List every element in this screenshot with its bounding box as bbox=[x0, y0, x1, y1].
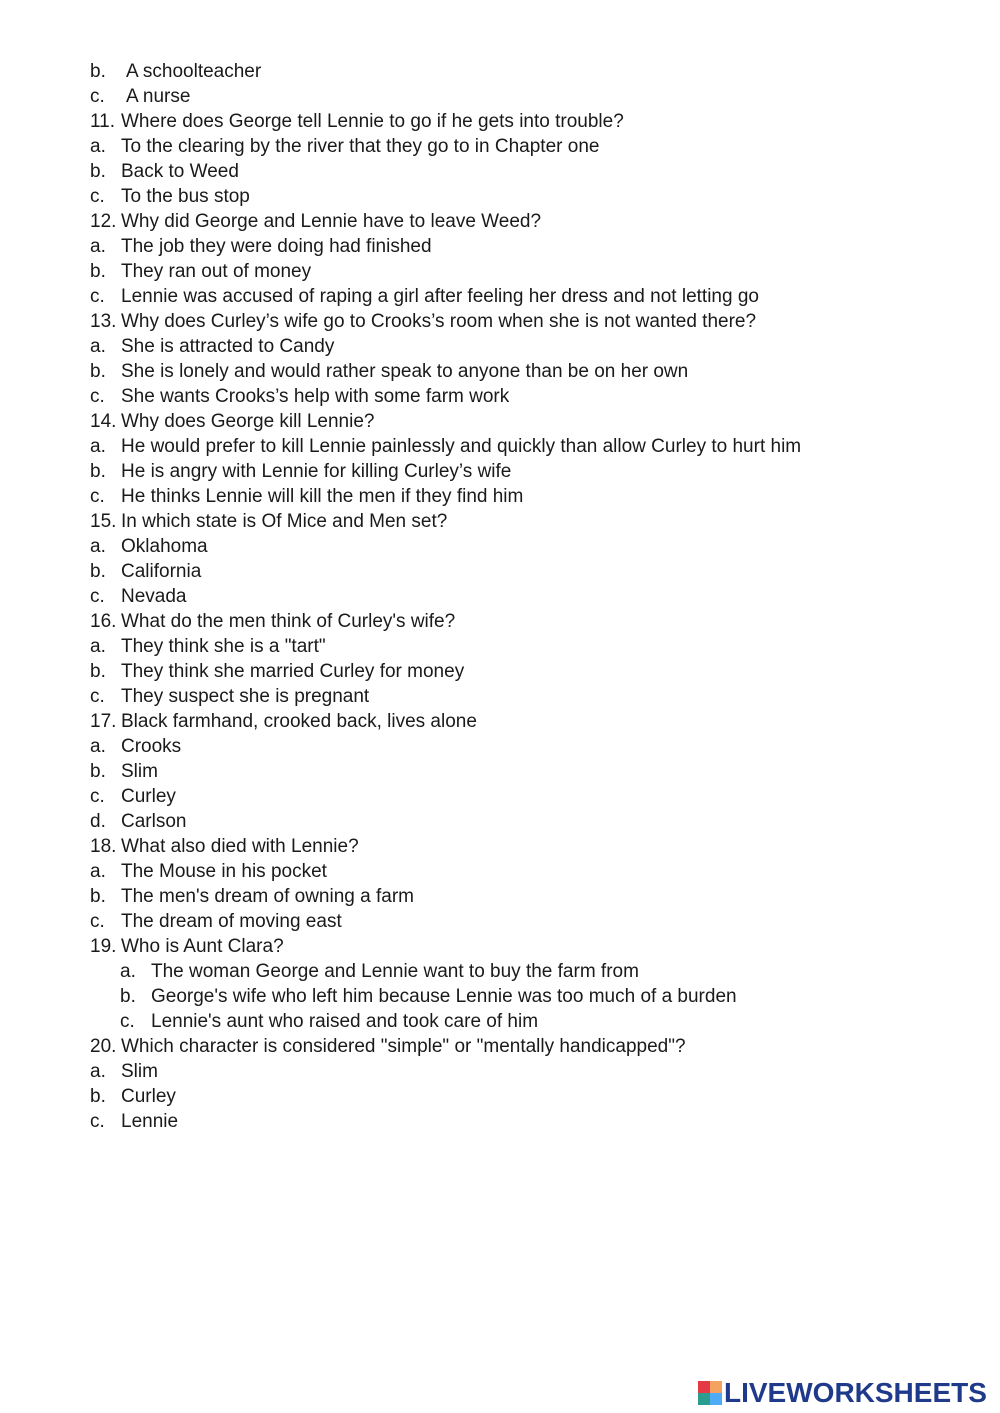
option-letter: a. bbox=[90, 861, 106, 882]
option-text: To the bus stop bbox=[121, 186, 250, 207]
option-letter: c. bbox=[90, 186, 105, 207]
question-line bbox=[0, 509, 1000, 534]
option-text: Slim bbox=[121, 1061, 158, 1082]
answer-option bbox=[0, 84, 1000, 109]
option-text: Curley bbox=[121, 1086, 176, 1107]
option-text: She is attracted to Candy bbox=[121, 336, 335, 357]
question-line bbox=[0, 109, 1000, 134]
option-text: To the clearing by the river that they go to in Chapter one bbox=[121, 136, 600, 157]
question-text: Why did George and Lennie have to leave Weed? bbox=[121, 211, 542, 232]
option-letter: c. bbox=[90, 286, 105, 307]
answer-option bbox=[0, 534, 1000, 559]
option-letter: c. bbox=[90, 486, 105, 507]
option-letter: a. bbox=[90, 436, 106, 457]
option-text: Carlson bbox=[121, 811, 187, 832]
answer-option bbox=[0, 159, 1000, 184]
answer-option bbox=[0, 559, 1000, 584]
option-letter: b. bbox=[90, 561, 106, 582]
answer-option bbox=[0, 684, 1000, 709]
worksheet-content bbox=[0, 59, 1000, 1134]
question-number: 17. bbox=[90, 711, 117, 732]
option-letter: b. bbox=[90, 461, 106, 482]
option-letter: a. bbox=[90, 236, 106, 257]
option-letter: b. bbox=[90, 161, 106, 182]
option-letter: a. bbox=[90, 736, 106, 757]
option-letter: a. bbox=[120, 961, 136, 982]
question-text: Black farmhand, crooked back, lives alone bbox=[121, 711, 477, 732]
option-letter: b. bbox=[90, 361, 106, 382]
question-text: Why does George kill Lennie? bbox=[121, 411, 375, 432]
answer-option bbox=[0, 259, 1000, 284]
option-letter: a. bbox=[90, 1061, 106, 1082]
option-text: She is lonely and would rather speak to anyone than be on her own bbox=[121, 361, 689, 382]
option-letter: c. bbox=[90, 911, 105, 932]
logo-badge-cell bbox=[698, 1381, 710, 1393]
answer-option bbox=[0, 1109, 1000, 1134]
answer-option bbox=[0, 334, 1000, 359]
answer-option bbox=[0, 809, 1000, 834]
option-letter: c. bbox=[90, 86, 105, 107]
answer-option bbox=[0, 59, 1000, 84]
question-text: In which state is Of Mice and Men set? bbox=[121, 511, 448, 532]
option-text: The job they were doing had finished bbox=[121, 236, 432, 257]
option-letter: b. bbox=[90, 761, 106, 782]
option-letter: d. bbox=[90, 811, 106, 832]
option-text: Oklahoma bbox=[121, 536, 208, 557]
logo-badge-cell bbox=[698, 1393, 710, 1405]
answer-option bbox=[0, 459, 1000, 484]
question-line bbox=[0, 409, 1000, 434]
question-number: 16. bbox=[90, 611, 117, 632]
option-letter: b. bbox=[90, 661, 106, 682]
liveworksheets-logo-icon bbox=[698, 1381, 722, 1405]
option-text: Curley bbox=[121, 786, 176, 807]
option-text: The men's dream of owning a farm bbox=[121, 886, 414, 907]
option-letter: c. bbox=[90, 586, 105, 607]
option-text: The dream of moving east bbox=[121, 911, 342, 932]
question-number: 11. bbox=[90, 111, 116, 132]
option-letter: a. bbox=[90, 336, 106, 357]
option-text: He thinks Lennie will kill the men if they find him bbox=[121, 486, 524, 507]
logo-badge-cell bbox=[710, 1393, 722, 1405]
question-line bbox=[0, 1034, 1000, 1059]
option-letter: c. bbox=[90, 386, 105, 407]
option-text: California bbox=[121, 561, 202, 582]
answer-option bbox=[0, 784, 1000, 809]
option-text: Lennie was accused of raping a girl after feeling her dress and not letting go bbox=[121, 286, 759, 307]
option-letter: b. bbox=[120, 986, 136, 1007]
option-text: They think she married Curley for money bbox=[121, 661, 465, 682]
option-letter: c. bbox=[90, 1111, 105, 1132]
option-text: They ran out of money bbox=[121, 261, 312, 282]
answer-option bbox=[0, 634, 1000, 659]
question-line bbox=[0, 709, 1000, 734]
answer-option bbox=[0, 1009, 1000, 1034]
answer-option bbox=[0, 659, 1000, 684]
option-text: Lennie bbox=[121, 1111, 179, 1132]
question-line bbox=[0, 934, 1000, 959]
option-text: They think she is a "tart" bbox=[121, 636, 326, 657]
option-text: The Mouse in his pocket bbox=[121, 861, 327, 882]
question-number: 18. bbox=[90, 836, 117, 857]
option-text: A schoolteacher bbox=[126, 61, 262, 82]
question-number: 15. bbox=[90, 511, 117, 532]
option-text: Lennie's aunt who raised and took care of him bbox=[151, 1011, 539, 1032]
answer-option bbox=[0, 359, 1000, 384]
question-line bbox=[0, 609, 1000, 634]
option-letter: c. bbox=[90, 786, 105, 807]
question-text: Which character is considered "simple" or "mentally handicapped"? bbox=[121, 1036, 686, 1057]
option-letter: b. bbox=[90, 1086, 106, 1107]
answer-option bbox=[0, 134, 1000, 159]
logo-wordmark: LIVEWORKSHEETS bbox=[724, 1377, 987, 1408]
option-letter: a. bbox=[90, 136, 106, 157]
question-number: 12. bbox=[90, 211, 117, 232]
answer-option bbox=[0, 434, 1000, 459]
option-text: George's wife who left him because Lennie was too much of a burden bbox=[151, 986, 737, 1007]
logo-badge-cell bbox=[710, 1381, 722, 1393]
question-number: 14. bbox=[90, 411, 117, 432]
question-text: Who is Aunt Clara? bbox=[121, 936, 284, 957]
option-text: Nevada bbox=[121, 586, 187, 607]
option-text: Back to Weed bbox=[121, 161, 239, 182]
answer-option bbox=[0, 984, 1000, 1009]
option-text: The woman George and Lennie want to buy the farm from bbox=[151, 961, 639, 982]
answer-option bbox=[0, 759, 1000, 784]
question-number: 20. bbox=[90, 1036, 117, 1057]
answer-option bbox=[0, 284, 1000, 309]
option-letter: a. bbox=[90, 636, 106, 657]
answer-option bbox=[0, 584, 1000, 609]
answer-option bbox=[0, 234, 1000, 259]
option-letter: c. bbox=[120, 1011, 135, 1032]
answer-option bbox=[0, 859, 1000, 884]
option-text: Crooks bbox=[121, 736, 182, 757]
answer-option bbox=[0, 1084, 1000, 1109]
answer-option bbox=[0, 959, 1000, 984]
option-text: They suspect she is pregnant bbox=[121, 686, 370, 707]
question-text: What do the men think of Curley's wife? bbox=[121, 611, 456, 632]
option-text: A nurse bbox=[126, 86, 191, 107]
question-line bbox=[0, 309, 1000, 334]
answer-option bbox=[0, 884, 1000, 909]
option-letter: b. bbox=[90, 886, 106, 907]
option-text: He would prefer to kill Lennie painlessly and quickly than allow Curley to hurt him bbox=[121, 436, 802, 457]
option-letter: b. bbox=[90, 261, 106, 282]
answer-option bbox=[0, 384, 1000, 409]
liveworksheets-logo bbox=[698, 1378, 987, 1408]
question-text: Why does Curley’s wife go to Crooks’s room when she is not wanted there? bbox=[121, 311, 757, 332]
answer-option bbox=[0, 1059, 1000, 1084]
option-letter: a. bbox=[90, 536, 106, 557]
option-text: He is angry with Lennie for killing Curley’s wife bbox=[121, 461, 512, 482]
option-letter: c. bbox=[90, 686, 105, 707]
answer-option bbox=[0, 734, 1000, 759]
answer-option bbox=[0, 184, 1000, 209]
question-text: What also died with Lennie? bbox=[121, 836, 359, 857]
answer-option bbox=[0, 909, 1000, 934]
question-number: 13. bbox=[90, 311, 117, 332]
answer-option bbox=[0, 484, 1000, 509]
question-line bbox=[0, 209, 1000, 234]
question-number: 19. bbox=[90, 936, 117, 957]
option-letter: b. bbox=[90, 61, 106, 82]
question-text: Where does George tell Lennie to go if he gets into trouble? bbox=[121, 111, 624, 132]
option-text: She wants Crooks’s help with some farm work bbox=[121, 386, 510, 407]
question-line bbox=[0, 834, 1000, 859]
option-text: Slim bbox=[121, 761, 158, 782]
